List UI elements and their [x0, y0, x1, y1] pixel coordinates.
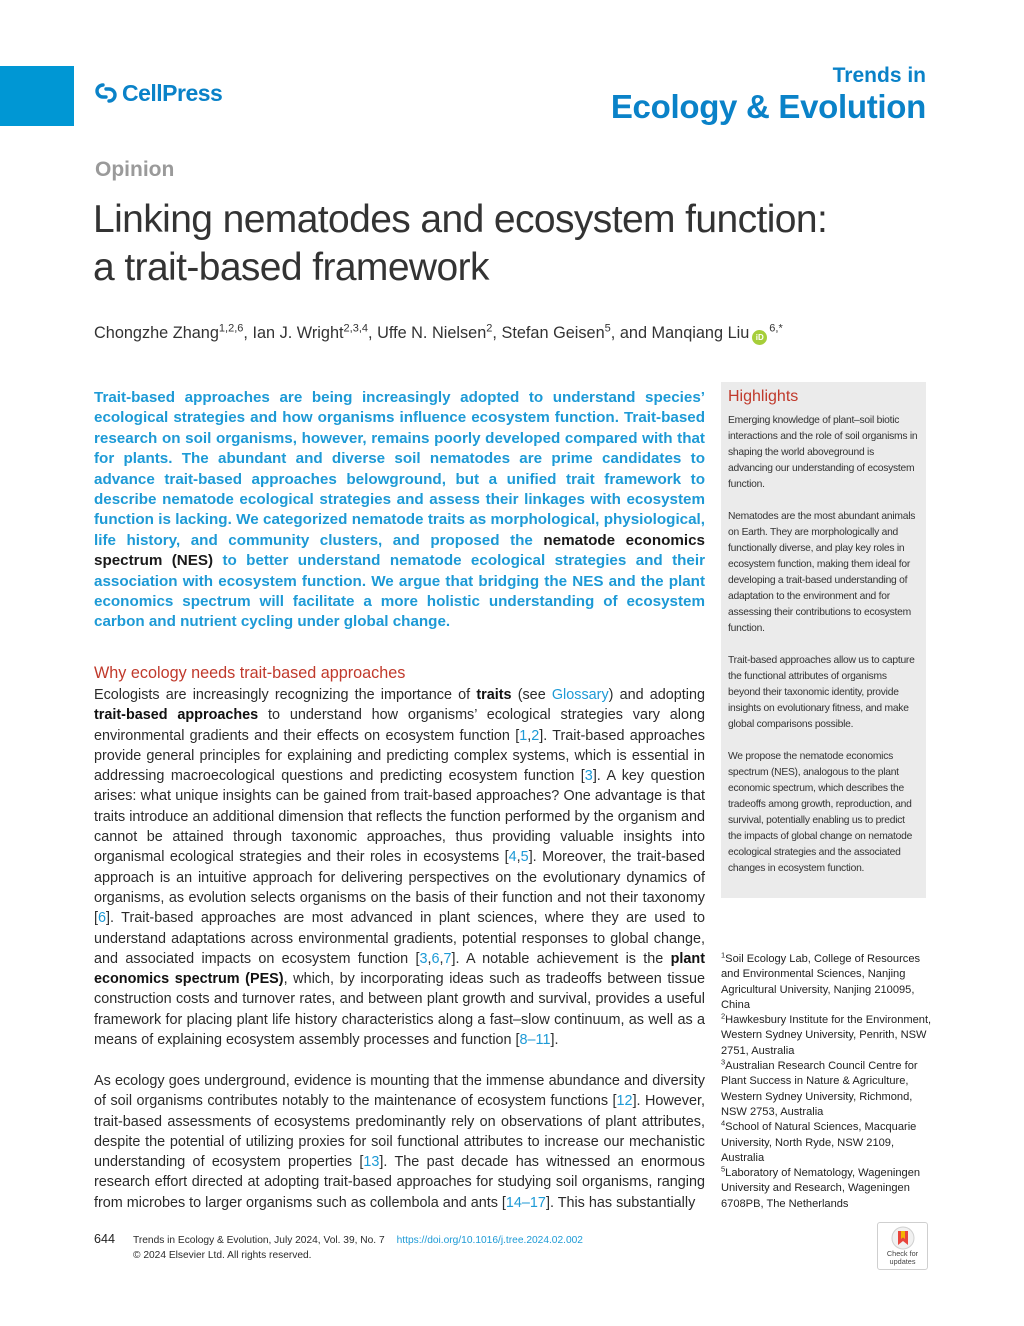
orcid-icon[interactable]: iD — [752, 330, 767, 345]
author-affiliation-ref: 1,2,6 — [218, 322, 244, 335]
footer-journal-citation: Trends in Ecology & Evolution, July 2024, Vol. 39, No. 7 — [133, 1235, 385, 1246]
body-text: ]. A notable achievement is the — [451, 950, 671, 967]
author-affiliation-ref: 5 — [604, 322, 611, 335]
author-separator: , and — [610, 324, 652, 342]
highlights-title: Highlights — [728, 388, 799, 405]
body-text: ) and adopting — [608, 687, 705, 703]
affiliation-text: Soil Ecology Lab, College of Resources and Environmental Sciences, Nanjing Agricultural University, Nanjing 210095, China — [721, 953, 921, 1011]
body-text: ]. Trait-based approaches are most advanced in plant sciences, where they are used to understand adaptations across environmental gradients, potential responses to global change, and associated impacts on ecosystem function [ — [94, 910, 705, 967]
highlight-paragraph: We propose the nematode economics spectrum (NES), analogous to the plant economic spectrum, which describes the tradeoffs among growth, reproduction, and survival, potentially enabling us to predict the impacts of global change on nematode ecological strategies and the associated changes in ecosystem function. — [728, 751, 913, 874]
citation-link[interactable]: 1 — [519, 727, 528, 744]
doi-link[interactable]: https://doi.org/10.1016/j.tree.2024.02.002 — [396, 1235, 583, 1246]
check-for-updates-button[interactable] — [877, 1222, 928, 1270]
abstract — [94, 388, 705, 633]
accent-block — [0, 66, 74, 126]
highlights-box — [721, 382, 926, 898]
journal-title-main: Ecology & Evolution — [610, 88, 926, 125]
author-separator: , — [368, 324, 378, 342]
author-name[interactable]: Stefan Geisen — [501, 324, 605, 342]
affiliation-text: Australian Research Council Centre for Plant Success in Nature & Agriculture, Western Sydney University, Richmond, NSW 2753, Australia — [721, 1060, 918, 1118]
affiliation-number: 2 — [721, 1011, 726, 1021]
check-label-line-1: Check for — [886, 1249, 919, 1258]
highlight-paragraph: Nematodes are the most abundant animals on Earth. They are morphologically and functionally diverse, and play key roles in ecosystem function, making them ideal for developing a trait-based understanding of adaptation to the environment and for assessing their contributions to ecosystem function. — [728, 511, 916, 634]
author-separator: , — [492, 324, 502, 342]
citation-link[interactable]: 8–11 — [519, 1032, 551, 1049]
affiliation-item — [721, 1059, 933, 1120]
author-affiliation-ref: 6,* — [769, 322, 783, 335]
abstract-key-term: nematode economics spectrum (NES) — [94, 531, 705, 570]
author-affiliation-ref: 2 — [486, 322, 493, 335]
publisher-name: CellPress — [122, 79, 223, 106]
body-text: , which, by incorporating ideas such as tradeoffs between tissue construction costs and turnover rates, and between plant growth and survival, provides a useful framework for placing plant life history characteristics along a fast–slow continuum, as well as a means of explaining ecosystem assembly processes and function [ — [94, 971, 705, 1049]
journal-title — [611, 64, 926, 126]
author-affiliation-ref: 2,3,4 — [343, 322, 369, 335]
body-text: (see — [511, 687, 552, 703]
glossary-link[interactable]: Glossary — [551, 687, 609, 703]
highlight-paragraph: Trait-based approaches allow us to capture the functional attributes of organisms beyond their taxonomic identity, provide insights on evolutionary fitness, and make global comparisons possible. — [728, 655, 915, 730]
page-number: 644 — [94, 1232, 116, 1246]
body-text: Ecologists are increasingly recognizing the importance of — [94, 687, 477, 703]
affiliation-number: 4 — [721, 1118, 726, 1128]
affiliation-item — [721, 1013, 933, 1059]
affiliation-item — [721, 1120, 933, 1166]
body-paragraph-1: Ecologists are increasingly recognizing the importance of traits (see Glossary) and adopting trait-based approaches to understand how organisms’ ecological strategies vary along environmental gradients and their effects on ecosystem function [1,2]. Trait-based approaches provide general principles for explaining and predicting complex systems, which is essential in addressing macroecological questions and predicting ecosystem function [3]. A key question arises: what unique insights can be gained from trait-based approaches? One advantage is that traits introduce an additional dimension that reflects the function performed by the organism and cannot be attained through taxonomic approaches, thus providing valuable insights into organismal ecological strategies and their roles in ecosystems [4,5]. Moreover, the trait-based approach is an intuitive approach for delivering perspectives on the evolutionary dynamics of organisms, as evolution selects organisms on the basis of their function and not their taxonomy [6]. Trait-based approaches are most advanced in plant sciences, where they are used to understand adaptations across environmental gradients, potential responses to global change, and associated impacts on ecosystem function [3,6,7]. A notable achievement is the plant economics spectrum (PES), which, by incorporating ideas such as tradeoffs between tissue construction costs and turnover rates, and between plant growth and survival, provides a useful framework for placing plant life history characteristics along a fast–slow continuum, as well as a means of explaining ecosystem assembly processes and function [8–11]. — [94, 687, 705, 1049]
body-text: As ecology goes underground, evidence is mounting that the immense abundance and diversity of soil organisms contributes notably to the maintenance of ecosystem functions [ — [94, 1073, 705, 1110]
body-text: ]. However, trait-based assessments of ecosystems predominantly rely on observations of plant attributes, despite the potential of utilizing proxies for soil functional attributes to increase our mechanistic understanding of ecosystem properties [ — [94, 1093, 705, 1171]
journal-title-top: Trends in — [832, 64, 926, 87]
author-name[interactable]: Uffe N. Nielsen — [377, 324, 487, 342]
affiliation-text: School of Natural Sciences, Macquarie University, North Ryde, NSW 2109, Australia — [721, 1121, 917, 1164]
affiliation-item — [721, 952, 933, 1013]
affiliation-number: 5 — [721, 1164, 726, 1174]
glossary-term: traits — [476, 687, 512, 703]
footer-citation — [133, 1235, 583, 1246]
citation-link[interactable]: 13 — [363, 1154, 380, 1171]
affiliation-number: 1 — [721, 950, 726, 960]
author-separator: , — [243, 324, 253, 342]
author-name[interactable]: Ian J. Wright — [252, 324, 344, 342]
citation-link[interactable]: 6 — [431, 950, 440, 967]
citation-link[interactable]: 6 — [98, 910, 107, 927]
citation-link[interactable]: 4 — [508, 849, 517, 866]
section-heading: Why ecology needs trait-based approaches — [94, 664, 406, 682]
author-name[interactable]: Manqiang Liu — [651, 324, 750, 342]
body-text: ]. Trait-based approaches provide general principles for explaining and predicting complex systems, which is essential in addressing macroecological questions and predicting ecosystem function [ — [94, 727, 705, 785]
highlight-paragraph: Emerging knowledge of plant–soil biotic interactions and the role of soil organisms in shaping the world aboveground is advancing our understanding of ecosystem function. — [728, 415, 918, 490]
body-text: ]. This has substantially — [545, 1194, 696, 1211]
article-title-line-2: a trait-based framework — [93, 246, 489, 289]
bookmark-icon — [890, 1226, 916, 1250]
abstract-text: Trait-based approaches are being increasingly adopted to understand species’ ecological strategies and how organisms influence ecosystem function. Trait-based research on soil organisms, however, remains poorly developed compared with that for plants. The abundant and diverse soil nematodes are prime candidates to advance trait-based approaches belowground, but a unified trait framework to describe nematode ecological strategies and assess their linkages with ecosystem function is lacking. We categorized nematode traits as morphological, physiological, life history, and community clusters, and proposed the — [94, 389, 705, 549]
affiliation-number: 3 — [721, 1057, 726, 1067]
check-label-line-2: updates — [889, 1257, 916, 1266]
citation-link[interactable]: 12 — [616, 1093, 633, 1110]
body-text: ]. A key question arises: what unique insights can be gained from trait-based approaches? One advantage is that traits introduce an additional dimension that reflects the function performed by the organism and cannot be attained through taxonomic approaches, thus providing valuable insights into organismal ecological strategies and their roles in ecosystems [ — [94, 768, 705, 866]
article-type: Opinion — [95, 158, 175, 181]
citation-link[interactable]: 2 — [531, 727, 540, 744]
affiliation-item — [721, 1166, 933, 1212]
citation-link[interactable]: 3 — [584, 768, 593, 785]
footer-copyright: © 2024 Elsevier Ltd. All rights reserved. — [133, 1250, 312, 1261]
body-text: ]. The past decade has witnessed an enormous research effort directed at adopting trait-based approaches for studying soil organisms, ranging from microbes to larger organisms such as collembola and ants [ — [94, 1154, 705, 1211]
affiliations — [721, 952, 933, 1212]
article-title-line-1: Linking nematodes and ecosystem function: — [93, 198, 828, 241]
citation-link[interactable]: 5 — [520, 849, 529, 866]
affiliation-text: Hawkesbury Institute for the Environment, Western Sydney University, Penrith, NSW 2751, Australia — [721, 1014, 932, 1057]
cellpress-logo-icon — [94, 81, 118, 105]
citation-link[interactable]: 3 — [419, 950, 428, 967]
author-list — [94, 324, 783, 345]
article-title — [93, 196, 933, 292]
citation-link[interactable]: 7 — [443, 950, 452, 967]
body-text: ]. — [550, 1032, 559, 1049]
affiliation-text: Laboratory of Nematology, Wageningen University and Research, Wageningen 6708PB, The Netherlands — [721, 1167, 921, 1210]
citation-link[interactable]: 14–17 — [505, 1194, 546, 1211]
author-name[interactable]: Chongzhe Zhang — [94, 324, 219, 342]
glossary-term: trait-based approaches — [94, 707, 259, 724]
body-paragraph-2 — [94, 1071, 705, 1213]
abstract-text: to better understand nematode ecological strategies and their association with ecosystem function. We argue that bridging the NES and the plant economics spectrum will facilitate a more holistic understanding of ecosystem carbon and nutrient cycling under global change. — [94, 552, 705, 631]
body-text: to understand how organisms’ ecological strategies vary along environmental gradients and their effects on ecosystem function [ — [94, 707, 705, 744]
body-text: ]. Moreover, the trait-based approach is an intuitive approach for delivering perspectives on the evolutionary dynamics of organisms, as evolution selects organisms on the basis of their function and not their taxonomy [ — [94, 849, 705, 927]
glossary-term: plant economics spectrum (PES) — [94, 950, 705, 988]
publisher-logo[interactable] — [94, 78, 222, 108]
